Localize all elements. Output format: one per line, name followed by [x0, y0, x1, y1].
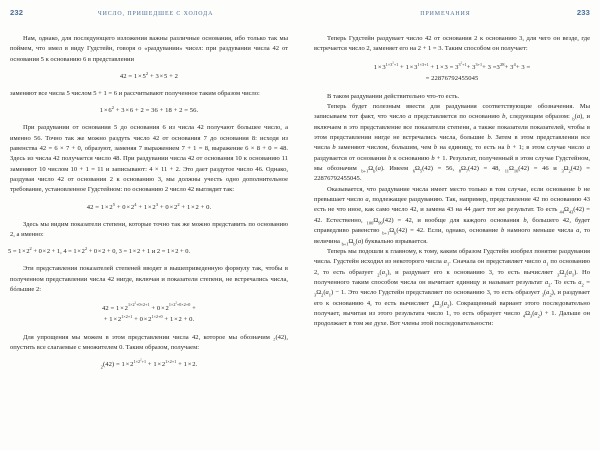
- paragraph: Теперь Гудстейн раздувает число 42 от основания 2 к основанию 3, для чего он везде, где встречается число 2, заменяет его на 2 + 1 = 3. Таким способом он получает:: [314, 35, 590, 53]
- right-page: [300, 0, 600, 450]
- equation-left-2: $1\times 6^2 + 3\times 6 + 2 = 36 + 18 + 2 = 56$.: [99, 105, 199, 115]
- equation-right-1-line-1: $1\times 3^{1\times 3^2+1} + 1\times 3^{1\times 3+1} + 1\times 3 = 3^{3^2+1}+ 3^{3+1}+ 3 =3^{28}+ 3^4+ 3$ =: [373, 61, 531, 71]
- right-body: [314, 34, 590, 330]
- equation-left-3: $42 = 1\times 2^5 + 0\times 2^4 + 1\times 2^3 + 0\times 2^2 + 1\times 2 + 0$.: [86, 201, 212, 211]
- paragraph: Теперь будет полезным ввести для раздувания соответствующие обозначения. Мы записываем тот факт, что число a представляется по основанию b, следующим образом: $_b$(a), и включаем в это представление все показатели степени, а также показатели показателей, чтобы в этом представлении нигде не встречались числа, большие b. Затем в этом представлении все числа b заменяют числом, большим, чем b на единицу, то есть на b + 1; в этом случае число a раздувается от основания b к основанию b + 1. Результат, полученный в этом случае Гудстейном, мы обозначим $_{b+1}\Omega_b(a)$. Имеем $_6\Omega_5(42) = 56$, $_8\Omega_7(42) = 48$, $_{11}\Omega_{10}(42) = 46$ и $_3\Omega_2(42) = 22876792455045$.: [314, 103, 590, 183]
- paragraph: В таком раздувании действительно что-то есть.: [327, 92, 460, 100]
- paragraph: Для упрощения мы можем в этом представлении числа 42, которое мы обозначим ₂(42), опустить все слагаемые с множителем 0. Таким образом, получаем:: [10, 333, 288, 351]
- equation-left-6: $_2(42) = 1\times 2^{1\times 2^2+1} + 1\times 2^{1\times 2+1} + 1\times 2$.: [100, 358, 198, 370]
- equation-left-4: $5 = 1\times 2^2 + 0\times 2 + 1$, $4 = 1\times 2^2 + 0\times 2 + 0$, 3 = 1×2 + 1 и 2 = 1×2 + 0.: [8, 246, 191, 256]
- paragraph: заменяют все числа 5 числом 5 + 1 = 6 и рассчитывают полученное таким образом число:: [10, 90, 260, 98]
- paragraph: Здесь мы видим показатели степени, которые точно так же можно представить по основанию 2, а именно:: [10, 220, 288, 239]
- paragraph: Эти представления показателей степеней вводят в вышеприведенную формулу так, чтобы в полученном представлении числа 42 нигде, включая и показатели степени, не встречались числа, бóльшие 2:: [10, 265, 288, 294]
- paragraph: При раздувании от основания 5 до основания 6 из числа 42 получают большее число, а именно 56. Точно так же можно раздуть число 42 от основания 7 до основания 8: исходя из равенства 42 = 6 × 7 + 0, образуют, заменяя 7 выражением 7 + 1 = 8, выражение 6 × 8 + 0 = 48. Здесь из числа 42 получается число 48. При раздувании числа 42 от основания 10 к основанию 11 заменяют 10 числом 10 + 1 = 11 и записывают: 4 × 11 + 2. Это дает раздутое число 46. Однако, раздувая число 42 от основания 2 к основанию 3, мы должны учесть одно дополнительное требование, установленное Гудстейном: по основанию 2 число 42 выглядит так:: [10, 124, 288, 194]
- equation-left-5-line-2: + $1\times 2^{1\times 2+1} + 0\times 2^{1\times 2+0} + 1\times 2 + 0$.: [103, 313, 195, 323]
- right-running-title: ПРИМЕЧАНИЯ: [420, 11, 471, 17]
- right-folio: 233: [576, 8, 590, 17]
- equation-right-1-line-2: = 22876792455045: [425, 75, 479, 83]
- left-running-title: ЧИСЛО, ПРИШЕДШЕЕ С ХОЛОДА: [97, 11, 214, 17]
- paragraph: Теперь мы подошли к главному, к тому, каким образом Гудстейн изобрел понятие раздувания числа. Гудстейн исходил из некоторого числа $a_1$. Сначала он представляет число $a_1$ по основанию 2, то есть образует $_2(a_1)$, и раздувает его к основанию 3, то есть вычисляет $_3\Omega_2(a_1)$. Но полученного таким способом числа он вычитает единицу и называет результат $a_2$. То есть $a_2 = _3\Omega_2(a_1) - 1$. Это число Гудстейн представляет по основанию 3, то есть образует $_3(a_2)$, и раздувает его к основанию 4, то есть вычисляет $_4\Omega_3(a_2)$. Сокращенный вариант этого последовательно получает, вычитая из этого результата число 1, то есть образует число $_4\Omega_3(a_2) + 1$. Дальше он продолжает в том же духе. Вот члены этой последовательности:: [314, 247, 591, 328]
- right-running-head: [314, 8, 590, 22]
- left-folio: 232: [10, 8, 24, 17]
- left-running-head: [10, 8, 288, 22]
- equation-left-5-line-1: $42 = 1\times 2^{1\times 2^2+0\times 2+1} + 0\times 2^{1\times 2^2+0\times 2+0}$ +: [102, 301, 196, 312]
- equation-left-1: $42 = 1\times 5^2 + 3\times 5 + 2$: [119, 70, 179, 81]
- equation-left-5: [10, 303, 288, 326]
- equation-right-1: [314, 62, 590, 85]
- paragraph: Оказывается, что раздувание числа имеет место только в том случае, если основание b не превышает число a, подлежащее раздуванию. Так, например, представление 42 по основанию 43 есть не что иное, как само число 42, и замена 43 на 44 дает тот же результат. То есть $_{44}\Omega_{43}(42) = 42$. Естественно, $_{100}\Omega_{99}(42) = 42$, и вообще для каждого основания b, большего 42, будет справедливо равенство $_{b+1}\Omega_b(42) = 42$. Если, однако, основание b намного меньше числа a, то величина $_{b+1}\Omega_b(a)$ буквально взрывается.: [314, 185, 590, 246]
- left-body: [10, 34, 288, 370]
- paragraph: Нам, однако, для последующего изложения важны различные основания, ибо только так мы поймем, что имел в виду Гудстейн, говоря о «раздувании» чисел: при раздувании числа 42 от основания 5 к основанию 6 в представлении: [10, 35, 288, 63]
